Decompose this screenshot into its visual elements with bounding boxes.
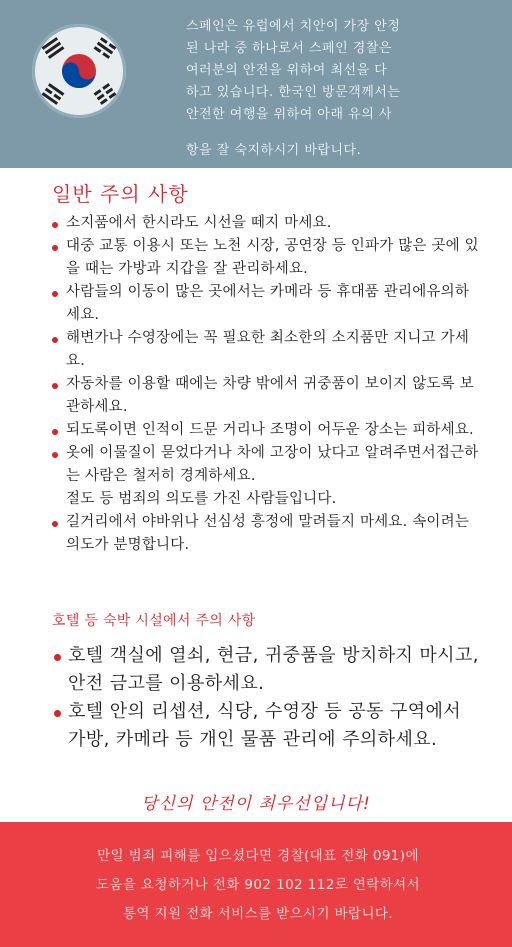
intro-line: 여러분의 안전을 위하여 최선을 다 [186, 63, 388, 78]
footer-line: 통역 지원 전화 서비스를 받으시기 바랍니다. [122, 906, 394, 922]
footer-band [0, 822, 512, 947]
intro-line: 스페인은 유럽에서 치안이 가장 안정 [186, 19, 401, 34]
safety-slogan: 당신의 안전이 최우선입니다! [141, 794, 371, 814]
intro-text [186, 16, 484, 162]
hotel-cautions-title: 호텔 등 숙박 시설에서 주의 사항 [52, 613, 256, 629]
intro-line: 된 나라 중 하나로서 스페인 경찰은 [186, 41, 392, 56]
footer-text [22, 842, 494, 929]
list-item: 옷에 이물질이 묻었다거나 차에 고장이 났다고 알려주면서접근하는 사람은 철저히 경계하세요. [50, 442, 480, 488]
list-item: 호텔 안의 리셉션, 식당, 수영장 등 공동 구역에서 가방, 카메라 등 개인 물품 관리에 주의하세요. [52, 698, 482, 754]
list-item: 해변가나 수영장에는 꼭 필요한 최소한의 소지품만 지니고 가세요. [50, 327, 480, 373]
list-item: 사람들의 이동이 많은 곳에서는 카메라 등 휴대품 관리에유의하세요. [50, 281, 480, 327]
list-item: 소지품에서 한시라도 시선을 떼지 마세요. [50, 212, 480, 235]
list-item: 길거리에서 야바위나 선심성 흥정에 말려들지 마세요. 속이려는 의도가 분명합니다. [50, 511, 480, 557]
general-cautions-list [50, 212, 480, 557]
intro-line: 하고 있습니다. 한국인 방문객께서는 [186, 85, 401, 100]
footer-line: 도움을 요청하거나 전화 902 102 112로 연락하셔서 [95, 877, 421, 893]
list-item: 되도록이면 인적이 드문 거리나 조명이 어두운 장소는 피하세요. [50, 419, 480, 442]
intro-line: 안전한 여행을 위하여 아래 유의 사 [186, 107, 392, 122]
footer-line: 만일 범죄 피해를 입으셨다면 경찰(대표 전화 091)에 [97, 848, 419, 864]
header-band [0, 0, 512, 168]
intro-line-last: 항을 잘 숙지하시기 바랍니다. [186, 143, 362, 158]
list-item: 자동차를 이용할 때에는 차량 밖에서 귀중품이 보이지 않도록 보관하세요. [50, 373, 480, 419]
general-cautions-title: 일반 주의 사항 [52, 182, 189, 206]
korea-flag-icon [32, 24, 126, 118]
list-item: 대중 교통 이용시 또는 노천 시장, 공연장 등 인파가 많은 곳에 있을 때는 가방과 지갑을 잘 관리하세요. [50, 235, 480, 281]
hotel-cautions-list [52, 642, 482, 754]
list-item: 호텔 객실에 열쇠, 현금, 귀중품을 방치하지 마시고, 안전 금고를 이용하세요. [52, 642, 482, 698]
list-item-continuation: 절도 등 범죄의 의도를 가진 사람들입니다. [66, 491, 337, 507]
